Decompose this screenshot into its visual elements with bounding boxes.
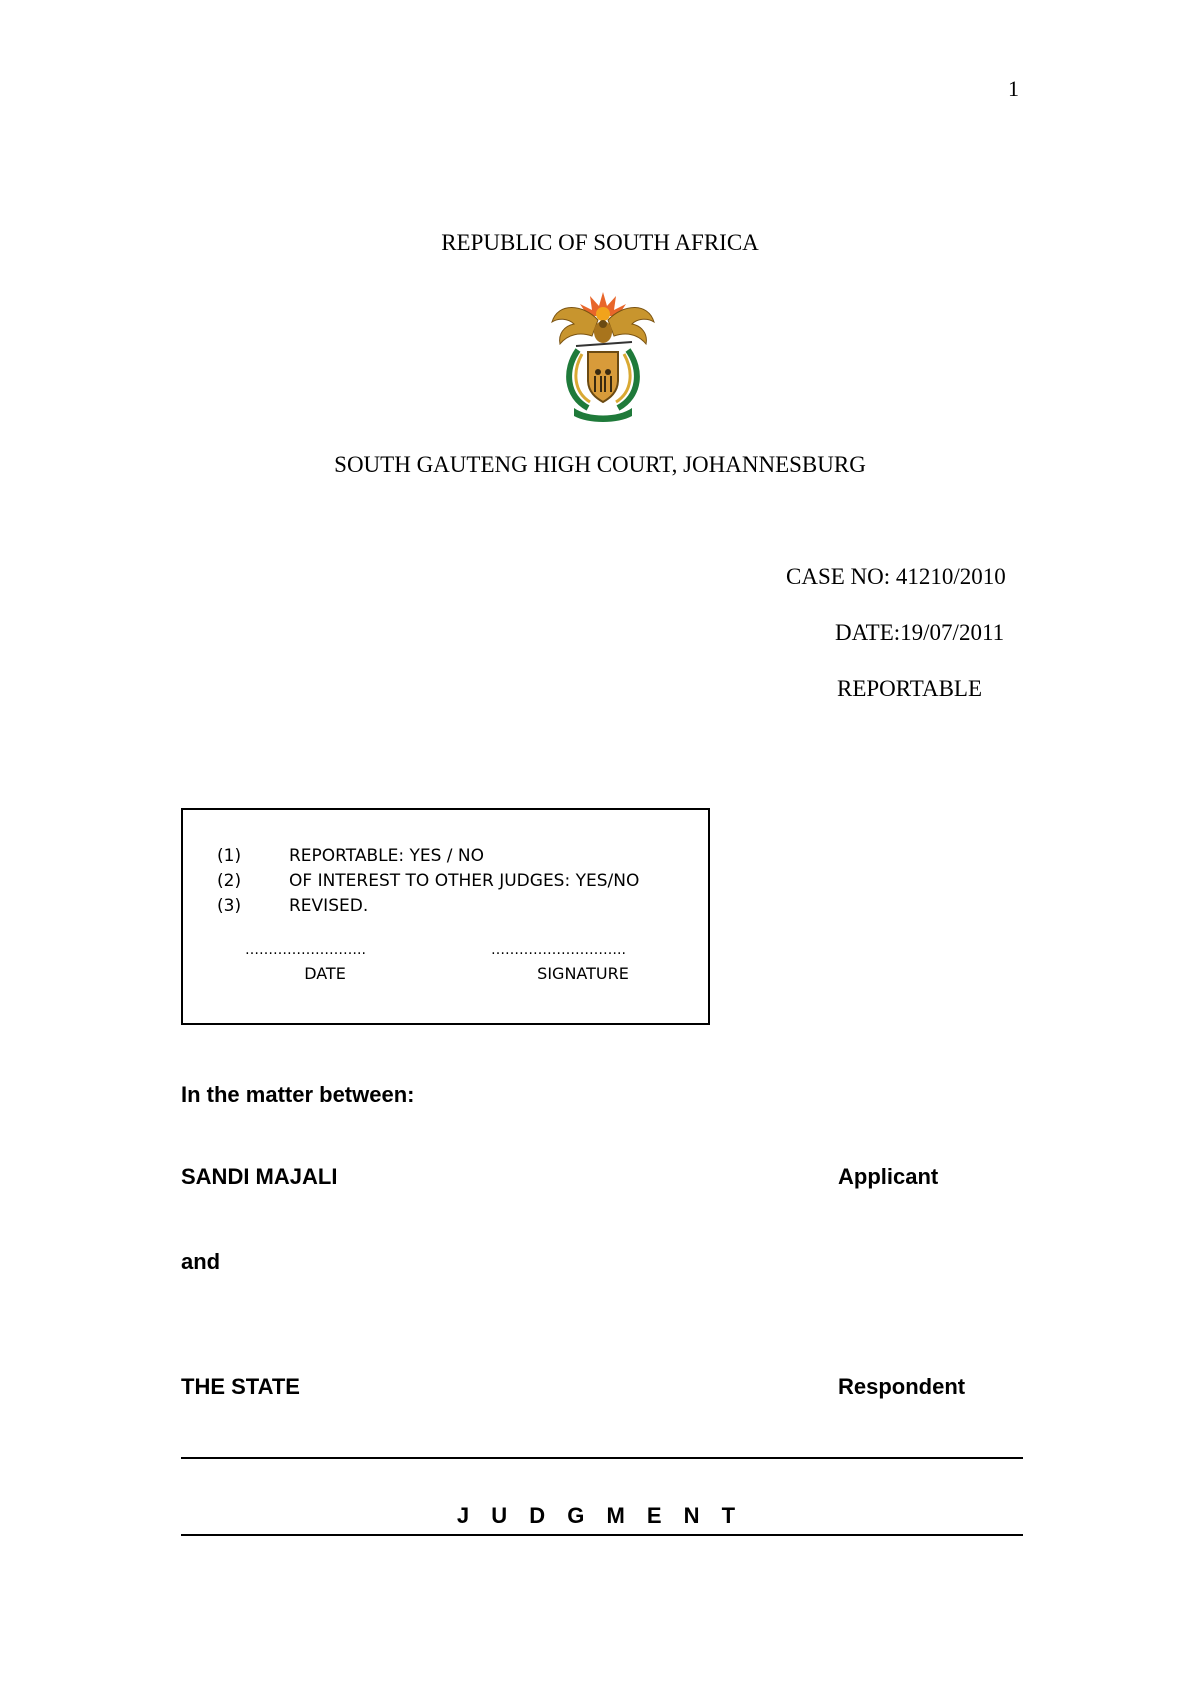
item-number-3: (3): [217, 896, 242, 916]
respondent-name: THE STATE: [181, 1374, 300, 1399]
date-dotted-line: ……………………..: [245, 942, 366, 958]
judgment-title: J U D G M E N T: [456, 1503, 744, 1528]
item-number-1: (1): [217, 846, 242, 866]
page-number: 1: [1008, 76, 1019, 101]
signature-dotted-line: ………………………..: [491, 942, 626, 958]
case-number: CASE NO: 41210/2010: [786, 564, 1006, 589]
item-label-revised: REVISED.: [289, 896, 369, 916]
respondent-role: Respondent: [838, 1374, 966, 1399]
bottom-divider: [181, 1534, 1023, 1536]
reportable-label: REPORTABLE: [837, 676, 983, 701]
applicant-role: Applicant: [838, 1164, 939, 1189]
item-label-reportable: REPORTABLE: YES / NO: [289, 846, 485, 866]
signature-label: SIGNATURE: [537, 964, 629, 983]
date-label: DATE: [304, 964, 346, 983]
country-title: REPUBLIC OF SOUTH AFRICA: [441, 230, 759, 255]
and-conjunction: and: [181, 1249, 221, 1274]
applicant-name: SANDI MAJALI: [181, 1164, 338, 1189]
judgment-date: DATE:19/07/2011: [835, 620, 1005, 645]
reportability-box: [181, 808, 710, 1025]
court-title: SOUTH GAUTENG HIGH COURT, JOHANNESBURG: [334, 452, 866, 477]
item-number-2: (2): [217, 871, 242, 891]
top-divider: [181, 1457, 1023, 1459]
coat-of-arms-icon: [548, 284, 658, 424]
item-label-interest: OF INTEREST TO OTHER JUDGES: YES/NO: [289, 871, 640, 891]
matter-intro: In the matter between:: [181, 1082, 415, 1107]
